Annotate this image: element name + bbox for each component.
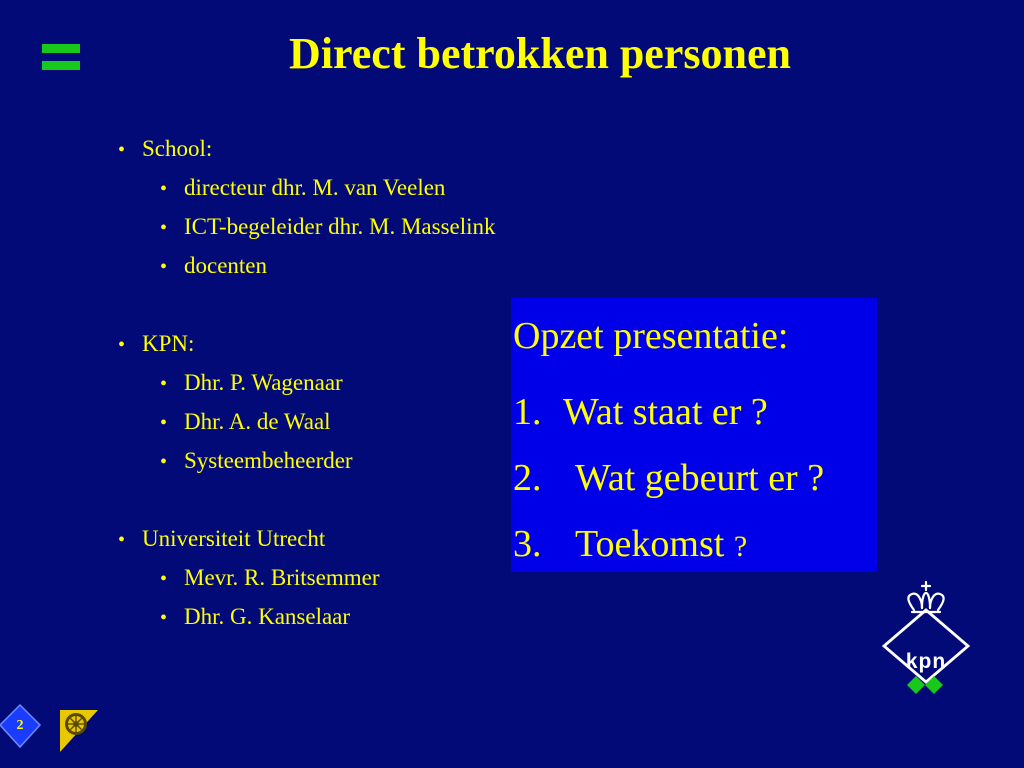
- agenda-item-number: 3.: [513, 523, 542, 565]
- section-label: Universiteit Utrecht: [142, 526, 326, 551]
- bullet-marker: •: [160, 568, 168, 590]
- list-item: [118, 366, 496, 405]
- kpn-logo-text: kpn: [905, 650, 947, 673]
- bullet-marker: •: [160, 412, 168, 434]
- sun-flag-icon: [58, 706, 100, 754]
- bullet-marker: •: [160, 256, 168, 278]
- bullet-marker: •: [160, 178, 168, 200]
- bullet-list: [118, 132, 496, 678]
- agenda-item-suffix: ?: [733, 530, 748, 563]
- list-item-text: directeur dhr. M. van Veelen: [184, 175, 446, 200]
- list-item-text: Dhr. A. de Waal: [184, 409, 331, 434]
- bullet-marker: •: [160, 451, 168, 473]
- agenda-item: [513, 520, 747, 571]
- agenda-item-text: Toekomst: [575, 523, 734, 565]
- bullet-marker: •: [160, 373, 168, 395]
- list-item-text: Systeembeheerder: [184, 448, 353, 473]
- equals-icon: [42, 44, 80, 70]
- list-item: [118, 171, 496, 210]
- section-label: KPN:: [142, 331, 195, 356]
- bullet-marker: •: [160, 217, 168, 239]
- list-item: [118, 444, 496, 483]
- agenda-item-text: Wat gebeurt er ?: [575, 457, 825, 499]
- agenda-item-number: 1.: [513, 391, 542, 433]
- list-item: [118, 522, 496, 561]
- agenda-box: [511, 298, 877, 572]
- list-item: [118, 600, 496, 639]
- list-item-text: Mevr. R. Britsemmer: [184, 565, 380, 590]
- page-number: 2: [16, 718, 24, 733]
- list-item-text: Dhr. G. Kanselaar: [184, 604, 351, 629]
- section-label: School:: [142, 136, 213, 161]
- bullet-marker: •: [118, 139, 126, 161]
- list-item-text: ICT-begeleider dhr. M. Masselink: [184, 214, 496, 239]
- list-item: [118, 405, 496, 444]
- equals-bar-top: [42, 44, 80, 53]
- agenda-item-number: 2.: [513, 457, 542, 499]
- bullet-marker: •: [160, 607, 168, 629]
- bullet-marker: •: [118, 334, 126, 356]
- equals-bar-bottom: [42, 61, 80, 70]
- slide-title: Direct betrokken personen: [289, 29, 791, 78]
- section-universiteit: [118, 522, 496, 639]
- list-item: [118, 132, 496, 171]
- list-item: [118, 561, 496, 600]
- agenda-item-text: Wat staat er ?: [563, 391, 768, 433]
- list-item-text: Dhr. P. Wagenaar: [184, 370, 343, 395]
- agenda-title: Opzet presentatie:: [513, 315, 789, 357]
- list-item: [118, 210, 496, 249]
- bullet-marker: •: [118, 529, 126, 551]
- kpn-crown-logo-icon: [878, 580, 974, 698]
- agenda-item: [513, 388, 768, 436]
- agenda-item: [513, 454, 824, 502]
- list-item: [118, 249, 496, 288]
- list-item: [118, 327, 496, 366]
- section-kpn: [118, 327, 496, 483]
- section-school: [118, 132, 496, 288]
- list-item-text: docenten: [184, 253, 268, 278]
